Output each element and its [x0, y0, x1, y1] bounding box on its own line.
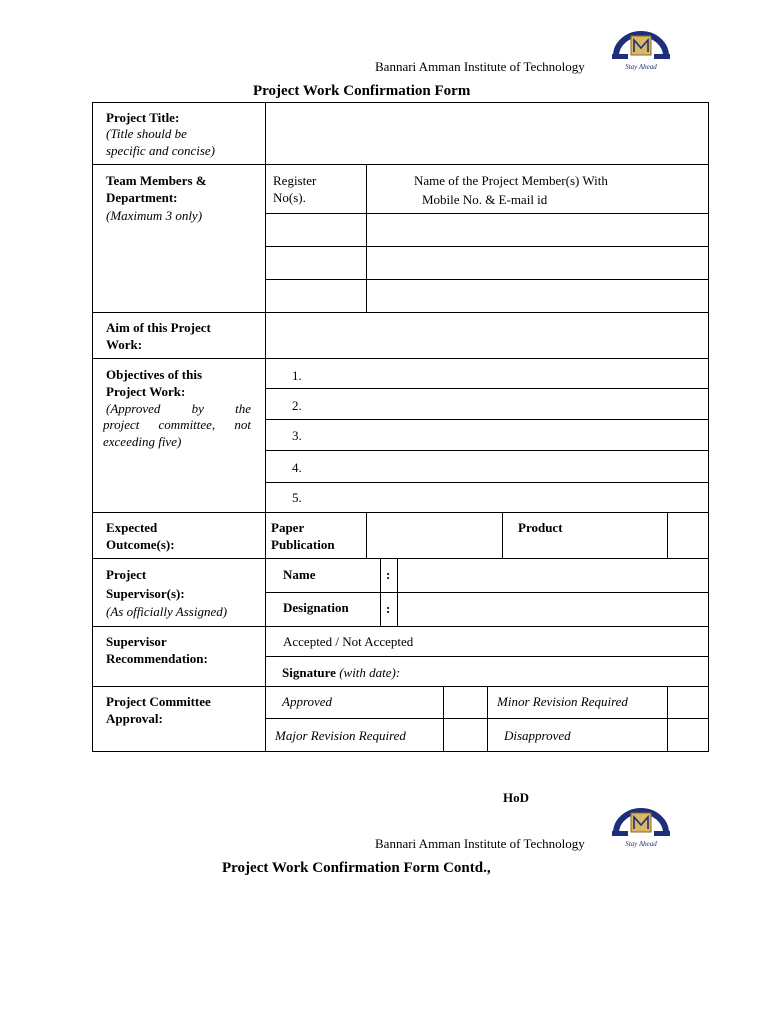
- objective-field-3[interactable]: [310, 421, 707, 449]
- hod-label: HoD: [503, 790, 529, 805]
- project-title-field[interactable]: [267, 104, 707, 163]
- supervisor-label-line2: Supervisor(s):: [106, 586, 185, 601]
- disapproved-option: Disapproved: [504, 728, 571, 743]
- aim-field[interactable]: [267, 314, 707, 357]
- objectives-label-line2: Project Work:: [106, 384, 186, 399]
- product-label: Product: [518, 520, 563, 535]
- objective-number-3: 3.: [292, 428, 302, 443]
- register-field-1[interactable]: [267, 215, 365, 245]
- form-title: Project Work Confirmation Form: [253, 83, 471, 99]
- recommendation-label-line2: Recommendation:: [106, 651, 208, 666]
- objective-number-5: 5.: [292, 490, 302, 505]
- objectives-note-line1: (Approved by the: [106, 401, 251, 416]
- minor-revision-checkbox[interactable]: [669, 688, 707, 717]
- approved-option: Approved: [282, 694, 333, 709]
- signature-line[interactable]: [282, 664, 400, 681]
- team-label-line1: Team Members &: [106, 173, 207, 188]
- member-field-2[interactable]: [368, 248, 707, 278]
- supervisor-label-line1: Project: [106, 567, 147, 582]
- project-title-note-line1: (Title should be: [106, 126, 187, 141]
- objectives-label-line1: Objectives of this: [106, 367, 203, 382]
- aim-label-line2: Work:: [106, 337, 143, 352]
- signature-label: Signature: [282, 665, 336, 680]
- supervisor-designation-field[interactable]: [399, 594, 707, 625]
- supervisor-name-label: Name: [283, 567, 316, 582]
- objectives-note-line3: exceeding five): [103, 434, 182, 449]
- paper-publication-label-line2: Publication: [271, 537, 335, 552]
- objective-field-2[interactable]: [310, 390, 707, 418]
- logo-tagline-2: Stay Ahead: [625, 840, 657, 848]
- approved-checkbox[interactable]: [445, 688, 486, 717]
- institute-name: Bannari Amman Institute of Technology: [375, 59, 585, 74]
- outcome-label-line1: Expected: [106, 520, 158, 535]
- recommendation-status[interactable]: Accepted / Not Accepted: [283, 634, 414, 649]
- minor-revision-option: Minor Revision Required: [497, 694, 628, 709]
- register-field-2[interactable]: [267, 248, 365, 278]
- major-revision-checkbox[interactable]: [445, 720, 486, 750]
- team-label-line2: Department:: [106, 190, 178, 205]
- product-field[interactable]: [669, 514, 707, 557]
- team-note: (Maximum 3 only): [106, 208, 203, 223]
- signature-note: (with date):: [339, 665, 401, 680]
- committee-label-line1: Project Committee: [106, 694, 211, 709]
- project-title-note-line2: specific and concise): [106, 143, 216, 158]
- aim-label-line1: Aim of this Project: [106, 320, 211, 335]
- major-revision-option: Major Revision Required: [275, 728, 406, 743]
- disapproved-checkbox[interactable]: [669, 720, 707, 750]
- logo-tagline: Stay Ahead: [625, 63, 657, 71]
- objectives-note-line2: project committee, not: [103, 417, 251, 432]
- register-header-line1: Register: [273, 173, 317, 188]
- member-field-3[interactable]: [368, 281, 707, 311]
- objective-number-2: 2.: [292, 398, 302, 413]
- objective-field-1[interactable]: [310, 360, 707, 387]
- register-header-line2: No(s).: [273, 190, 306, 205]
- outcome-label-line2: Outcome(s):: [106, 537, 175, 552]
- member-field-1[interactable]: [368, 215, 707, 245]
- supervisor-designation-colon: :: [386, 601, 391, 616]
- supervisor-designation-label: Designation: [283, 600, 349, 615]
- supervisor-note: (As officially Assigned): [106, 604, 228, 619]
- supervisor-name-colon: :: [386, 567, 391, 582]
- institute-logo-2: [610, 803, 672, 849]
- institute-logo: [610, 26, 672, 72]
- objective-field-5[interactable]: [310, 484, 707, 511]
- objective-field-4[interactable]: [310, 452, 707, 481]
- paper-publication-field[interactable]: [368, 514, 501, 557]
- paper-publication-label-line1: Paper: [271, 520, 305, 535]
- form-title-contd: Project Work Confirmation Form Contd.,: [222, 860, 491, 876]
- objective-number-1: 1.: [292, 368, 302, 383]
- supervisor-name-field[interactable]: [399, 560, 707, 591]
- register-field-3[interactable]: [267, 281, 365, 311]
- member-header-line1: Name of the Project Member(s) With: [414, 173, 608, 188]
- objective-number-4: 4.: [292, 460, 302, 475]
- member-header-line2: Mobile No. & E-mail id: [422, 192, 548, 207]
- institute-name-2: Bannari Amman Institute of Technology: [375, 836, 585, 851]
- project-title-label: Project Title:: [106, 110, 180, 125]
- committee-label-line2: Approval:: [106, 711, 163, 726]
- recommendation-label-line1: Supervisor: [106, 634, 167, 649]
